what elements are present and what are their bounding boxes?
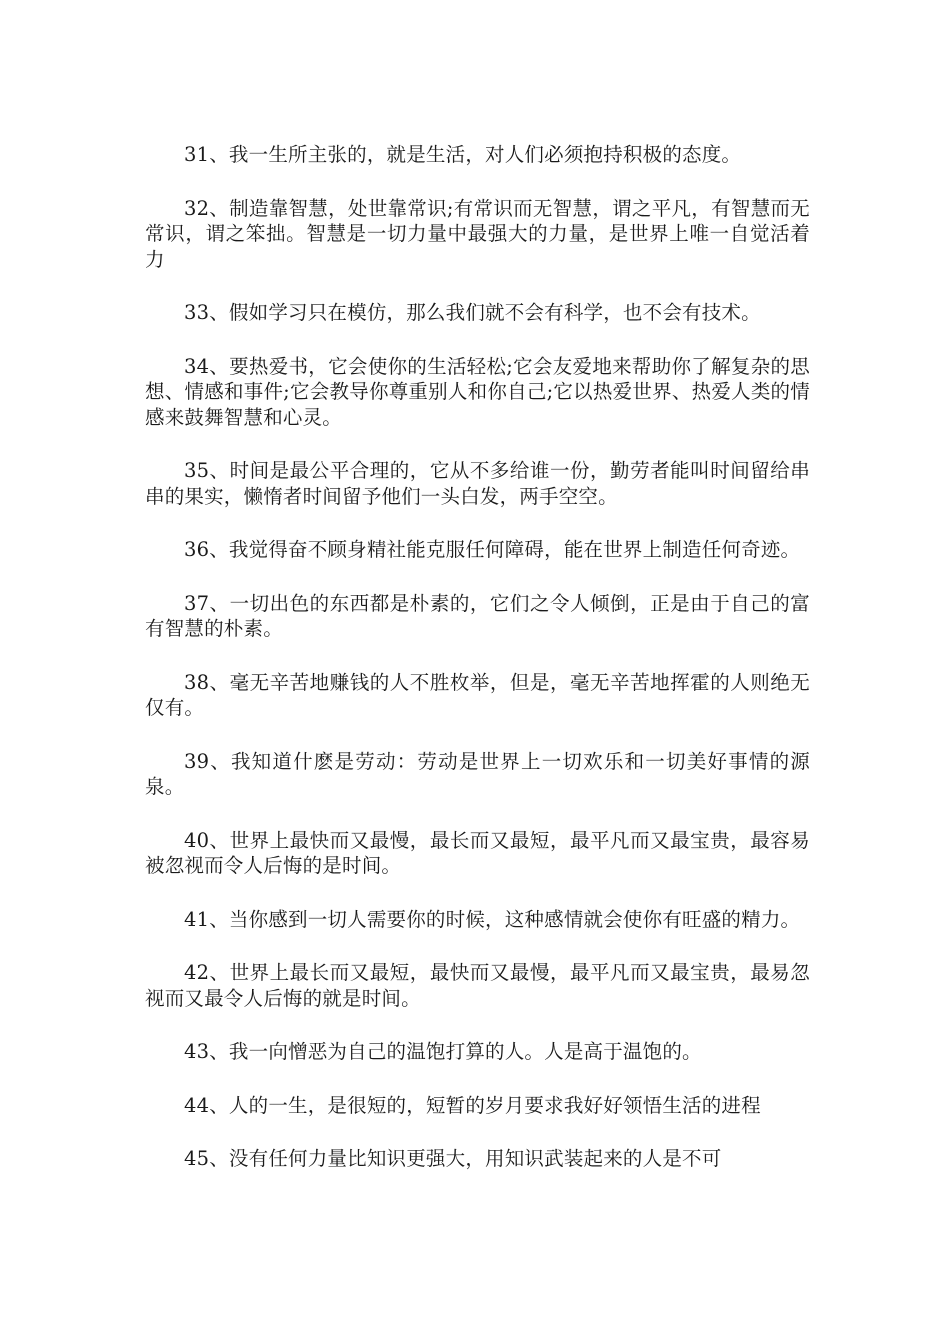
paragraph-44: 44、人的一生，是很短的，短暂的岁月要求我好好领悟生活的进程 (184, 1093, 761, 1117)
paragraph-34: 34、要热爱书，它会使你的生活轻松;它会友爱地来帮助你了解复杂的思想、情感和事件;它会教导你尊重别人和你自己;它以热爱世界、热爱人类的情感来鼓舞智慧和心灵。 (145, 354, 810, 429)
paragraph-37: 37、一切出色的东西都是朴素的，它们之令人倾倒，正是由于自己的富有智慧的朴素。 (145, 591, 810, 640)
paragraph-45: 45、没有任何力量比知识更强大，用知识武装起来的人是不可 (184, 1147, 722, 1170)
paragraph-36: 36、我觉得奋不顾身精社能克服任何障碍，能在世界上制造任何奇迹。 (184, 538, 801, 561)
paragraph-38: 38、毫无辛苦地赚钱的人不胜枚举，但是，毫无辛苦地挥霍的人则绝无仅有。 (145, 670, 810, 719)
paragraph-40: 40、世界上最快而又最慢，最长而又最短，最平凡而又最宝贵，最容易被忽视而令人后悔的是时间。 (145, 828, 810, 877)
paragraph-35: 35、时间是最公平合理的，它从不多给谁一份，勤劳者能叫时间留给串串的果实，懒惰者时间留予他们一头白发，两手空空。 (145, 459, 810, 508)
document-body (145, 142, 810, 1200)
paragraph-32: 32、制造靠智慧，处世靠常识;有常识而无智慧，谓之平凡，有智慧而无常识，谓之笨拙。智慧是一切力量中最强大的力量，是世界上唯一自觉活着力 (145, 196, 810, 271)
paragraph-42: 42、世界上最长而又最短，最快而又最慢，最平凡而又最宝贵，最易忽视而又最令人后悔的就是时间。 (145, 961, 810, 1010)
paragraph-33: 33、假如学习只在模仿，那么我们就不会有科学，也不会有技术。 (184, 301, 761, 324)
paragraph-39: 39、我知道什麽是劳动：劳动是世界上一切欢乐和一切美好事情的源泉。 (145, 749, 810, 798)
paragraph-31: 31、我一生所主张的，就是生活，对人们必须抱持积极的态度。 (184, 143, 742, 166)
paragraph-41: 41、当你感到一切人需要你的时候，这种感情就会使你有旺盛的精力。 (184, 907, 801, 931)
paragraph-43: 43、我一向憎恶为自己的温饱打算的人。人是高于温饱的。 (184, 1040, 702, 1063)
